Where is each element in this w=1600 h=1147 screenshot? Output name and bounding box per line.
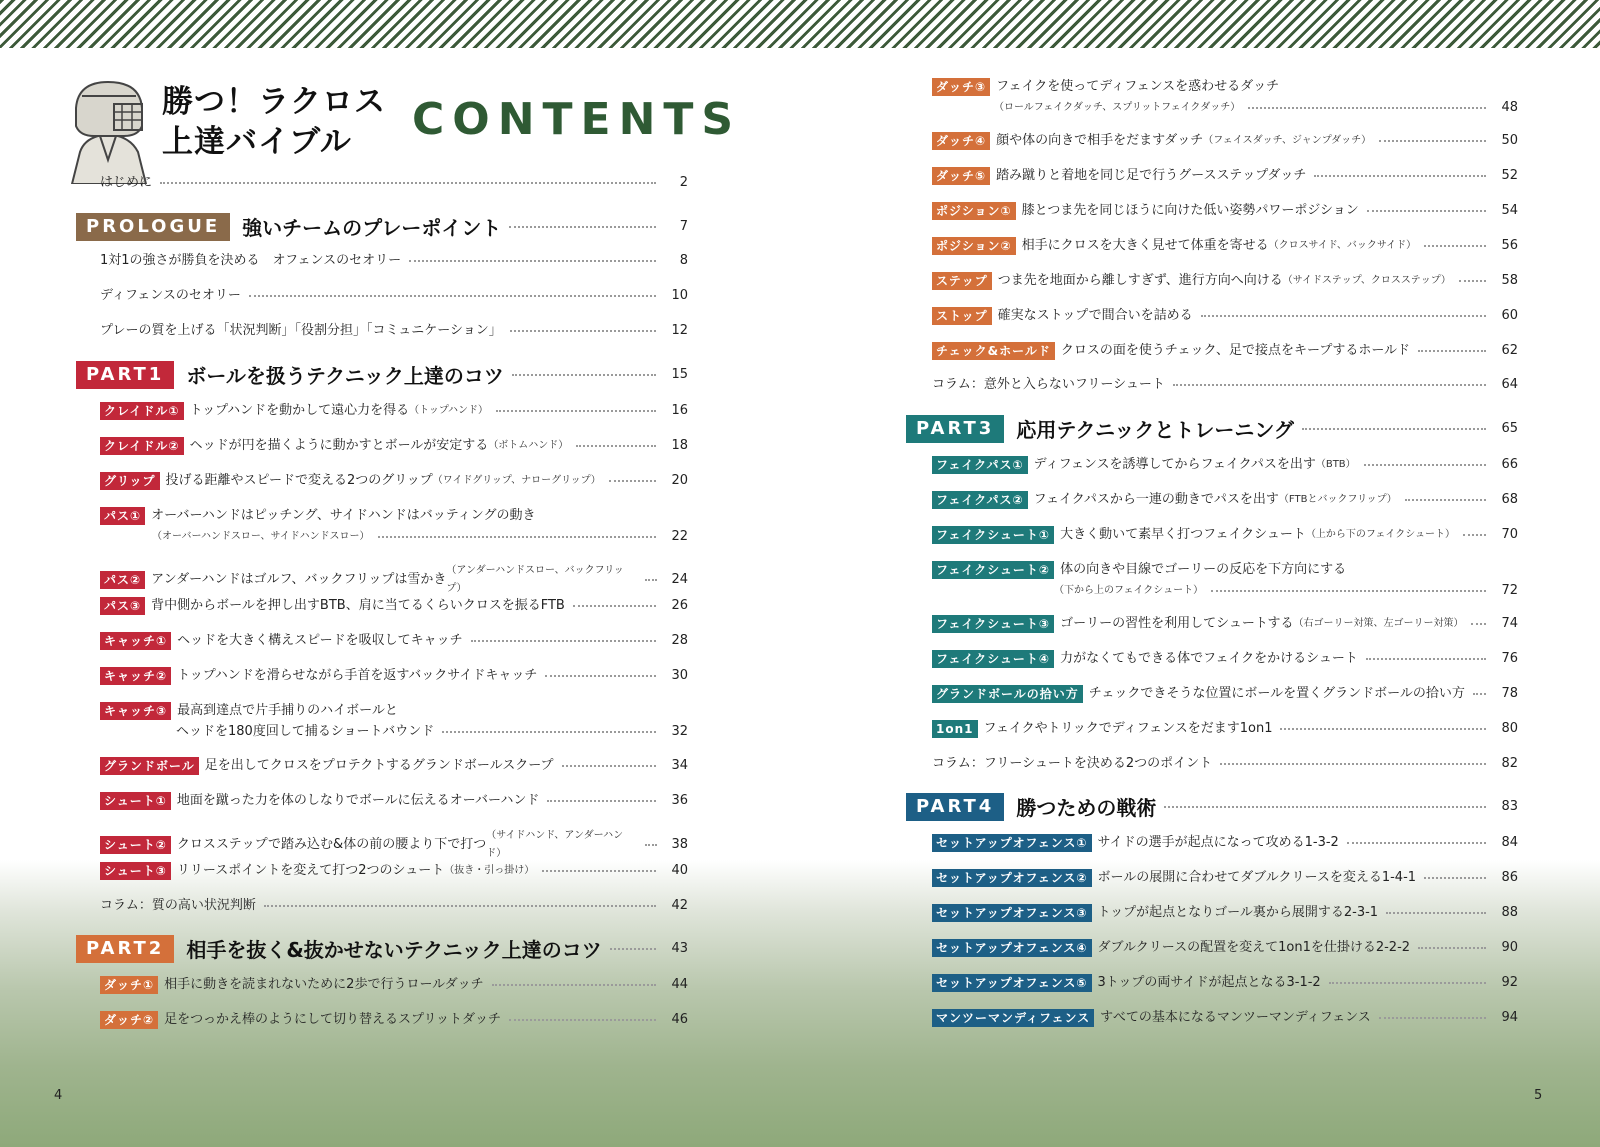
entry-tag: シュート③ bbox=[100, 862, 171, 880]
entry-subtext: （ボトムハンド） bbox=[488, 440, 569, 451]
entry-tag: フェイクパス② bbox=[932, 491, 1028, 509]
entry-text: コラム：意外と入らないフリーシュート bbox=[932, 377, 1165, 392]
entry-text: コラム：フリーシュートを決める2つのポイント bbox=[932, 756, 1213, 771]
entry-tag: パス① bbox=[100, 507, 145, 525]
entry-tag: キャッチ③ bbox=[100, 702, 171, 720]
leader-dots bbox=[1473, 693, 1486, 695]
page-number: 42 bbox=[671, 898, 688, 913]
leader-dots bbox=[160, 182, 656, 184]
toc-entry[interactable] bbox=[100, 402, 688, 420]
entry-tag: クレイドル② bbox=[100, 437, 184, 455]
leader-dots bbox=[542, 870, 656, 872]
page-number: 34 bbox=[671, 758, 688, 773]
entry-text: 大きく動いて素早く打つフェイクシュート bbox=[1060, 527, 1306, 542]
entry-tag: ストップ bbox=[932, 307, 992, 325]
book-title-line2: 上達バイブル bbox=[162, 124, 352, 160]
entry-subtext: （ロールフェイクダッチ、スプリットフェイクダッチ） bbox=[994, 102, 1241, 113]
toc-entry[interactable] bbox=[932, 342, 1518, 360]
leader-dots bbox=[1302, 428, 1486, 430]
entry-text: ヘッドを大きく構えスピードを吸収してキャッチ bbox=[177, 633, 463, 648]
entry-tag: ポジション① bbox=[932, 202, 1016, 220]
leader-dots bbox=[562, 765, 656, 767]
entry-tag: フェイクシュート④ bbox=[932, 650, 1054, 668]
leader-dots bbox=[1201, 315, 1486, 317]
entry-tag: キャッチ① bbox=[100, 632, 171, 650]
leader-dots bbox=[1248, 107, 1486, 109]
entry-text: 3トップの両サイドが起点となる3-1-2 bbox=[1097, 975, 1321, 990]
contents-heading: CONTENTS bbox=[412, 94, 742, 145]
entry-subtext: （クロスサイド、バックサイド） bbox=[1268, 240, 1417, 251]
toc-entry[interactable] bbox=[100, 702, 688, 741]
section-title: 応用テクニックとトレーニング bbox=[1016, 418, 1294, 442]
entry-tag: ダッチ② bbox=[100, 1011, 158, 1029]
entry-text: 膝とつま先を同じほうに向けた低い姿勢パワーポジション bbox=[1021, 203, 1359, 218]
toc-entry[interactable] bbox=[932, 272, 1518, 290]
toc-entry[interactable] bbox=[932, 834, 1518, 852]
page-number: 2 bbox=[679, 175, 688, 190]
page-number: 62 bbox=[1501, 343, 1518, 358]
header bbox=[62, 70, 742, 190]
toc-entry-intro[interactable] bbox=[100, 174, 688, 192]
leader-dots bbox=[1220, 763, 1486, 765]
toc-entry[interactable] bbox=[100, 507, 688, 546]
toc-entry[interactable] bbox=[932, 615, 1518, 633]
entry-subtext: （オーバーハンドスロー、サイドハンドスロー） bbox=[152, 531, 370, 542]
page-number: 12 bbox=[671, 323, 688, 338]
leader-dots bbox=[1164, 806, 1486, 808]
entry-text: ダブルクリースの配置を変えて1on1を仕掛ける2-2-2 bbox=[1097, 940, 1411, 955]
page-number: 24 bbox=[671, 572, 688, 587]
toc-entry[interactable] bbox=[932, 78, 1518, 117]
page-number: 7 bbox=[679, 219, 688, 234]
entry-subtext: （ワイドグリップ、ナローグリップ） bbox=[432, 475, 601, 486]
toc-entry[interactable] bbox=[932, 685, 1518, 703]
entry-subtext: （サイドステップ、クロスステップ） bbox=[1282, 275, 1451, 286]
leader-dots bbox=[1280, 728, 1486, 730]
toc-entry[interactable] bbox=[932, 904, 1518, 922]
page-number: 20 bbox=[671, 473, 688, 488]
entry-subtext: （下から上のフェイクシュート） bbox=[1054, 585, 1204, 596]
entry-subtext: （FTBとバックフリップ） bbox=[1278, 494, 1397, 505]
section-prologue[interactable] bbox=[76, 212, 688, 241]
page-number: 60 bbox=[1501, 308, 1518, 323]
page-number: 44 bbox=[671, 977, 688, 992]
entry-text: 踏み蹴りと着地を同じ足で行うグースステップダッチ bbox=[996, 168, 1307, 183]
entry-text: 体の向きや目線でゴーリーの反応を下方向にする bbox=[1060, 562, 1347, 577]
leader-dots bbox=[509, 1019, 656, 1021]
toc-entry[interactable] bbox=[100, 667, 688, 685]
leader-dots bbox=[547, 800, 656, 802]
toc-entry[interactable] bbox=[100, 472, 688, 490]
page-number: 28 bbox=[671, 633, 688, 648]
book-title bbox=[162, 82, 386, 162]
leader-dots bbox=[1211, 590, 1486, 592]
page-number: 58 bbox=[1501, 273, 1518, 288]
leader-dots bbox=[409, 260, 656, 262]
section-part1[interactable] bbox=[76, 360, 688, 389]
toc-entry[interactable] bbox=[932, 974, 1518, 992]
page-number: 52 bbox=[1501, 168, 1518, 183]
part3-badge: PART3 bbox=[906, 415, 1004, 443]
toc-entry[interactable] bbox=[100, 792, 688, 810]
entry-subtext: （上から下のフェイクシュート） bbox=[1305, 529, 1456, 540]
page-number: 83 bbox=[1501, 799, 1518, 814]
leader-dots bbox=[1364, 464, 1486, 466]
prologue-badge: PROLOGUE bbox=[76, 213, 230, 241]
entry-text: リリースポイントを変えて打つ2つのシュート bbox=[176, 863, 445, 878]
page-number: 22 bbox=[671, 529, 688, 544]
page-number: 68 bbox=[1501, 492, 1518, 507]
leader-dots bbox=[510, 330, 656, 332]
entry-tag: フェイクパス① bbox=[932, 456, 1028, 474]
page-number: 8 bbox=[679, 253, 688, 268]
toc-entry-column[interactable] bbox=[100, 897, 688, 915]
entry-tag: ダッチ③ bbox=[932, 78, 990, 96]
toc-entry[interactable] bbox=[932, 456, 1518, 474]
lacrosse-player-helmet-icon bbox=[62, 74, 154, 184]
page-folio: 4 bbox=[54, 1088, 63, 1103]
leader-dots bbox=[645, 579, 657, 581]
entry-text: フェイクを使ってディフェンスを惑わせるダッチ bbox=[996, 79, 1280, 94]
entry-text: 顔や体の向きで相手をだますダッチ bbox=[996, 133, 1204, 148]
page-number: 92 bbox=[1501, 975, 1518, 990]
leader-dots bbox=[1379, 140, 1486, 142]
entry-text: 力がなくてもできる体でフェイクをかけるシュート bbox=[1060, 651, 1358, 666]
entry-text: はじめに bbox=[100, 175, 153, 190]
page-number: 88 bbox=[1501, 905, 1518, 920]
leader-dots bbox=[492, 984, 656, 986]
section-part4[interactable] bbox=[906, 792, 1518, 821]
entry-text: ゴーリーの習性を利用してシュートする bbox=[1060, 616, 1294, 631]
page-number: 72 bbox=[1501, 583, 1518, 598]
top-stripe-border bbox=[0, 0, 1600, 48]
toc-entry[interactable] bbox=[932, 939, 1518, 957]
page-number: 82 bbox=[1501, 756, 1518, 771]
entry-tag: セットアップオフェンス⑤ bbox=[932, 974, 1092, 992]
page-number: 94 bbox=[1501, 1010, 1518, 1025]
page-number: 48 bbox=[1501, 100, 1518, 115]
entry-subtext: （抜き・引っ掛け） bbox=[444, 865, 535, 876]
toc-entry[interactable] bbox=[932, 307, 1518, 325]
leader-dots bbox=[442, 731, 656, 733]
leader-dots bbox=[1459, 280, 1486, 282]
leader-dots bbox=[1463, 534, 1486, 536]
toc-entry[interactable] bbox=[932, 561, 1518, 600]
part4-badge: PART4 bbox=[906, 793, 1004, 821]
entry-text: コラム：質の高い状況判断 bbox=[100, 898, 256, 913]
leader-dots bbox=[1405, 499, 1486, 501]
entry-text: ボールの展開に合わせてダブルクリースを変える1-4-1 bbox=[1097, 870, 1417, 885]
leader-dots bbox=[509, 226, 656, 228]
leader-dots bbox=[471, 640, 656, 642]
entry-subtext: （アンダーハンドスロー、バックフリップ） bbox=[446, 565, 624, 594]
section-part3[interactable] bbox=[906, 414, 1518, 443]
page-number: 46 bbox=[671, 1012, 688, 1027]
page-number: 38 bbox=[671, 837, 688, 852]
entry-tag: ダッチ① bbox=[100, 976, 158, 994]
entry-tag: グランドボールの拾い方 bbox=[932, 685, 1083, 703]
toc-entry[interactable] bbox=[100, 827, 688, 863]
page-number: 15 bbox=[671, 367, 688, 382]
page-number: 84 bbox=[1501, 835, 1518, 850]
toc-entry[interactable] bbox=[932, 1009, 1518, 1027]
leader-dots bbox=[1347, 842, 1486, 844]
page-number: 18 bbox=[671, 438, 688, 453]
leader-dots bbox=[609, 480, 656, 482]
entry-tag: 1on1 bbox=[932, 720, 978, 738]
toc-entry[interactable] bbox=[932, 869, 1518, 887]
page-number: 64 bbox=[1501, 377, 1518, 392]
page-number: 76 bbox=[1501, 651, 1518, 666]
toc-entry[interactable] bbox=[932, 132, 1518, 150]
entry-tag: セットアップオフェンス① bbox=[932, 834, 1092, 852]
entry-text: つま先を地面から離しすぎず、進行方向へ向ける bbox=[997, 273, 1283, 288]
leader-dots bbox=[645, 844, 657, 846]
toc-entry[interactable] bbox=[100, 562, 688, 598]
entry-text: 1対1の強さが勝負を決める オフェンスのセオリー bbox=[100, 253, 402, 268]
entry-text: クロスステップで踏み込む&体の前の腰より下で打つ bbox=[176, 837, 487, 852]
page-number: 10 bbox=[671, 288, 688, 303]
leader-dots bbox=[512, 374, 656, 376]
leader-dots bbox=[545, 675, 656, 677]
part1-badge: PART1 bbox=[76, 361, 174, 389]
toc-entry[interactable] bbox=[932, 720, 1518, 738]
toc-entry[interactable] bbox=[100, 862, 688, 880]
section-title: 相手を抜く&抜かせないテクニック上達のコツ bbox=[186, 938, 602, 962]
page-number: 80 bbox=[1501, 721, 1518, 736]
toc-entry[interactable] bbox=[100, 1011, 688, 1029]
entry-tag: パス③ bbox=[100, 597, 145, 615]
entry-text: ディフェンスのセオリー bbox=[100, 288, 241, 303]
book-title-line1: 勝つ！ラクロス bbox=[162, 84, 386, 120]
page-folio: 5 bbox=[1534, 1088, 1543, 1103]
entry-text: 確実なストップで間合いを詰める bbox=[997, 308, 1193, 323]
entry-text: 足を出してクロスをプロテクトするグランドボールスクープ bbox=[204, 758, 554, 773]
entry-text: プレーの質を上げる「状況判断」「役割分担」「コミュニケーション」 bbox=[100, 323, 502, 338]
leader-dots bbox=[264, 905, 656, 907]
leader-dots bbox=[1471, 623, 1486, 625]
entry-text: 相手に動きを読まれないために2歩で行うロールダッチ bbox=[164, 977, 484, 992]
toc-entry[interactable] bbox=[100, 597, 688, 615]
entry-text-line2: ヘッドを180度回して捕るショートバウンド bbox=[176, 724, 435, 739]
entry-tag: ダッチ⑤ bbox=[932, 167, 990, 185]
entry-text: ヘッドが円を描くように動かすとボールが安定する bbox=[189, 438, 489, 453]
entry-text: アンダーハンドはゴルフ、バックフリップは雪かき bbox=[151, 572, 447, 587]
entry-tag: クレイドル① bbox=[100, 402, 184, 420]
entry-tag: ステップ bbox=[932, 272, 992, 290]
right-page bbox=[800, 48, 1600, 1147]
toc-entry[interactable] bbox=[100, 976, 688, 994]
entry-tag: フェイクシュート② bbox=[932, 561, 1054, 579]
leader-dots bbox=[573, 605, 656, 607]
section-title: ボールを扱うテクニック上達のコツ bbox=[186, 364, 504, 388]
entry-text: 地面を蹴った力を体のしなりでボールに伝えるオーバーハンド bbox=[176, 793, 540, 808]
entry-text: クロスの面を使うチェック、足で接点をキープするホールド bbox=[1060, 343, 1411, 358]
entry-subtext: （サイドハンド、アンダーハンド） bbox=[486, 830, 624, 859]
section-title: 強いチームのプレーポイント bbox=[242, 216, 502, 240]
section-title: 勝つための戦術 bbox=[1016, 796, 1157, 820]
leader-dots bbox=[1386, 912, 1486, 914]
page-number: 65 bbox=[1501, 421, 1518, 436]
entry-text: オーバーハンドはピッチング、サイドハンドはバッティングの動き bbox=[151, 508, 536, 523]
entry-tag: セットアップオフェンス② bbox=[932, 869, 1092, 887]
leader-dots bbox=[610, 948, 656, 950]
entry-text: すべての基本になるマンツーマンディフェンス bbox=[1100, 1010, 1371, 1025]
leader-dots bbox=[1366, 658, 1486, 660]
leader-dots bbox=[496, 410, 656, 412]
entry-tag: グランドボール bbox=[100, 757, 199, 775]
leader-dots bbox=[1418, 350, 1486, 352]
leader-dots bbox=[378, 536, 657, 538]
toc-entry[interactable] bbox=[932, 650, 1518, 668]
page-number: 66 bbox=[1501, 457, 1518, 472]
leader-dots bbox=[1329, 982, 1486, 984]
entry-tag: パス② bbox=[100, 571, 145, 589]
page-number: 40 bbox=[671, 863, 688, 878]
entry-text: トップハンドを滑らせながら手首を返すバックサイドキャッチ bbox=[177, 668, 538, 683]
page-number: 50 bbox=[1501, 133, 1518, 148]
entry-text: フェイクやトリックでディフェンスをだます1on1 bbox=[983, 721, 1273, 736]
left-page bbox=[0, 48, 800, 1147]
toc-entry[interactable] bbox=[100, 252, 688, 270]
leader-dots bbox=[1367, 210, 1486, 212]
page-number: 90 bbox=[1501, 940, 1518, 955]
entry-text: 投げる距離やスピードで変える2つのグリップ bbox=[165, 473, 433, 488]
entry-text: 足をつっかえ棒のようにして切り替えるスプリットダッチ bbox=[164, 1012, 502, 1027]
page-number: 30 bbox=[671, 668, 688, 683]
page-number: 26 bbox=[671, 598, 688, 613]
toc-entry[interactable] bbox=[932, 526, 1518, 544]
entry-text: ディフェンスを誘導してからフェイクパスを出す bbox=[1033, 457, 1316, 472]
toc-entry[interactable] bbox=[100, 437, 688, 455]
entry-tag: キャッチ② bbox=[100, 667, 171, 685]
page-number: 16 bbox=[671, 403, 688, 418]
toc-entry[interactable] bbox=[100, 632, 688, 650]
entry-subtext: （右ゴーリー対策、左ゴーリー対策） bbox=[1293, 618, 1464, 629]
entry-text: フェイクパスから一連の動きでパスを出す bbox=[1033, 492, 1279, 507]
entry-tag: シュート② bbox=[100, 836, 171, 854]
entry-tag: マンツーマンディフェンス bbox=[932, 1009, 1094, 1027]
leader-dots bbox=[1424, 245, 1486, 247]
entry-text: チェックできそうな位置にボールを置くグランドボールの拾い方 bbox=[1088, 686, 1465, 701]
leader-dots bbox=[1379, 1017, 1486, 1019]
toc-entry[interactable] bbox=[100, 287, 688, 305]
toc-entry-column[interactable] bbox=[932, 755, 1518, 773]
entry-tag: セットアップオフェンス④ bbox=[932, 939, 1092, 957]
page-number: 56 bbox=[1501, 238, 1518, 253]
entry-subtext: （フェイスダッチ、ジャンプダッチ） bbox=[1203, 135, 1372, 146]
entry-tag: シュート① bbox=[100, 792, 171, 810]
leader-dots bbox=[1424, 877, 1486, 879]
entry-tag: グリップ bbox=[100, 472, 160, 490]
entry-tag: フェイクシュート③ bbox=[932, 615, 1054, 633]
toc-entry[interactable] bbox=[932, 202, 1518, 220]
toc-entry[interactable] bbox=[932, 167, 1518, 185]
page-number: 32 bbox=[671, 724, 688, 739]
entry-tag: セットアップオフェンス③ bbox=[932, 904, 1092, 922]
section-part2[interactable] bbox=[76, 934, 688, 963]
toc-entry[interactable] bbox=[100, 322, 688, 340]
entry-text: トップが起点となりゴール裏から展開する2-3-1 bbox=[1097, 905, 1379, 920]
entry-tag: ポジション② bbox=[932, 237, 1016, 255]
entry-tag: ダッチ④ bbox=[932, 132, 990, 150]
leader-dots bbox=[1173, 384, 1486, 386]
leader-dots bbox=[1418, 947, 1486, 949]
leader-dots bbox=[576, 445, 656, 447]
page-number: 54 bbox=[1501, 203, 1518, 218]
entry-subtext: （トップハンド） bbox=[409, 405, 489, 416]
part2-badge: PART2 bbox=[76, 935, 174, 963]
leader-dots bbox=[1314, 175, 1486, 177]
toc-entry-column[interactable] bbox=[932, 376, 1518, 394]
entry-text: サイドの選手が起点になって攻める1-3-2 bbox=[1097, 835, 1339, 850]
page-number: 86 bbox=[1501, 870, 1518, 885]
entry-text: トップハンドを動かして遠心力を得る bbox=[189, 403, 410, 418]
toc-entry[interactable] bbox=[932, 491, 1518, 509]
entry-text: 相手にクロスを大きく見せて体重を寄せる bbox=[1021, 238, 1269, 253]
entry-text: 最高到達点で片手捕りのハイボールと bbox=[177, 703, 398, 718]
toc-entry[interactable] bbox=[100, 757, 688, 775]
page-number: 43 bbox=[671, 941, 688, 956]
entry-tag: チェック&ホールド bbox=[932, 342, 1055, 360]
entry-subtext: （BTB） bbox=[1315, 459, 1356, 470]
leader-dots bbox=[249, 295, 656, 297]
page-number: 36 bbox=[671, 793, 688, 808]
entry-tag: フェイクシュート① bbox=[932, 526, 1054, 544]
toc-entry[interactable] bbox=[932, 237, 1518, 255]
page-number: 70 bbox=[1501, 527, 1518, 542]
page-number: 74 bbox=[1501, 616, 1518, 631]
entry-text: 背中側からボールを押し出すBTB、肩に当てるくらいクロスを振るFTB bbox=[151, 598, 565, 613]
page-number: 78 bbox=[1501, 686, 1518, 701]
